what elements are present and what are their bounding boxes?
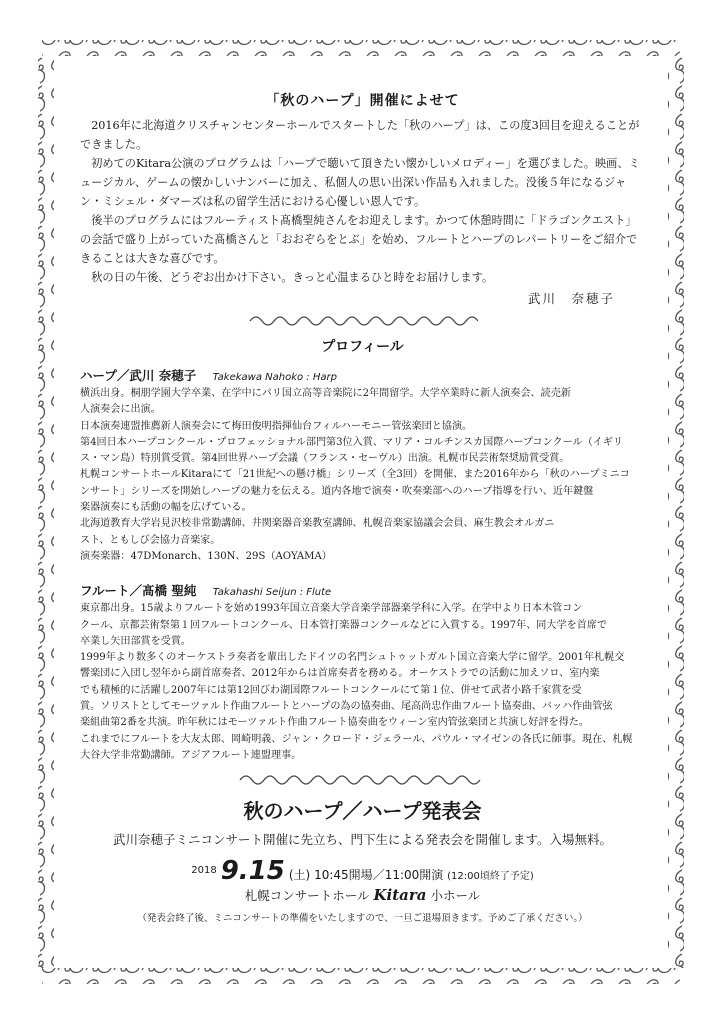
intro-paragraph: 秋の日の午後、どうぞお出かけ下さい。きっと心温まるひと時をお届けします。: [91, 271, 494, 284]
harp-bio-line: 札幌コンサートホールKitaraにて「21世紀への懸け橋」シリーズ（全3回）を開催、また2016年から「秋のハープミニコ: [80, 469, 630, 481]
profile-title: プロフィール: [321, 339, 404, 355]
event-title: 秋のハープ／ハープ発表会: [243, 799, 482, 824]
wave-divider: [80, 772, 645, 791]
harp-romaji: Takekawa Nahoko : Harp: [212, 372, 337, 383]
flute-bio-line: 楽組曲第2番を共演。昨年秋にはモーツァルト作曲フルート協奏曲をウィーン室内管弦楽団と共演し好評を得た。: [80, 717, 589, 729]
page-content: [80, 90, 645, 924]
harp-bio-line: 日本演奏連盟推薦新人演奏会にて梅田俊明指揮仙台フィルハーモニー管弦楽団と協演。: [80, 420, 473, 432]
harp-bio-line: 演奏楽器：47DMonarch、130N、29S（AOYAMA）: [80, 550, 332, 562]
flute-bio-line: クール、京都芸術祭第１回フルートコンクール、日本管打楽器コンクールなどに入賞する。1997年、同大学を首席で: [80, 619, 607, 631]
harp-profile: [80, 366, 645, 565]
flute-name: フルート／髙橋 聖純: [80, 583, 197, 599]
flute-bio-line: 響楽団に入団し翌年から副首席奏者、2012年からは首席奏者を務める。オーケストラでの活動に加えソロ、室内楽: [80, 668, 600, 680]
flute-heading: [80, 581, 645, 599]
harp-bio-line: 人演奏会に出演。: [80, 404, 161, 416]
flute-bio-line: でも積極的に活躍し2007年には第12回びわ湖国際フルートコンクールにて第１位、併せて武者小路千家賞を受: [80, 684, 582, 696]
event-time-separator: ／: [372, 868, 385, 883]
harp-bio-line: 横浜出身。桐朋学園大学卒業、在学中にパリ国立高等音楽院に2年間留学。大学卒業時に新人演奏会、読売新: [80, 388, 571, 399]
harp-bio-line: スト、ともしび会協力音楽家。: [80, 534, 221, 546]
venue-brand: Kitara: [373, 886, 427, 905]
harp-bio-line: ス・マン島）特別賞受賞。第4回世界ハープ会議（フランス・セーヴル）出演。札幌市民芸術祭奨励賞受賞。: [80, 453, 570, 465]
event-year: 2018: [191, 865, 217, 877]
intro-signature: 武川 奈穂子: [527, 291, 615, 306]
event-note: （発表会終了後、ミニコンサートの準備をいたしますので、一旦ご退場頂きます。予めご了承ください。）: [137, 913, 588, 925]
intro-paragraph: 後半のプログラムにはフルーティスト髙橋聖純さんをお迎えします。かつて休憩時間に「ドラゴンクエスト」の会話で盛り上がっていた髙橋さんと「おおぞらをとぶ」を始め、フルートとハープのレパートリーをご紹介できることは大きな喜びです。: [80, 214, 638, 265]
event-open-time: 10:45開場: [314, 868, 373, 883]
harp-bio-line: ンサート」シリーズを開始しハープの魅力を伝える。道内各地で演奏・吹奏楽部へのハープ指導を行い、近年鍵盤: [80, 485, 594, 497]
flute-bio-line: これまでにフルートを大友太郎、岡崎明義、ジャン・クロード・ジェラール、パウル・マイゼンの各氏に師事。現在、札幌: [80, 733, 633, 745]
harp-name: ハープ／武川 奈穂子: [80, 368, 197, 383]
event-date: 9.15: [220, 856, 285, 887]
harp-bio-line: 北海道教育大学岩見沢校非常勤講師、井関楽器音楽教室講師、札幌音楽家協議会会員、麻生教会オルガニ: [80, 518, 555, 530]
event-datetime: [80, 856, 645, 886]
flute-romaji: Takahashi Seijun : Flute: [212, 587, 332, 599]
flute-bio-line: 大谷大学非常勤講師。アジアフルート連盟理事。: [80, 749, 302, 761]
event-weekday: (土): [288, 868, 311, 883]
flute-bio-line: 東京都出身。15歳よりフルートを始め1993年国立音楽大学音楽学部器楽学科に入学。在学中より日本木管コン: [80, 603, 583, 615]
harp-heading: [80, 366, 645, 384]
venue-prefix: 札幌コンサートホール: [244, 888, 370, 904]
harp-bio-line: 楽器演奏にも活動の幅を広げている。: [80, 502, 252, 514]
event-venue: [80, 886, 645, 904]
intro-paragraph: 2016年に北海道クリスチャンセンターホールでスタートした「秋のハープ」は、この度3回目を迎えることができました。: [80, 119, 640, 151]
intro-paragraph: 初めてのKitara公演のプログラムは「ハープで聴いて頂きたい懐かしいメロディー」を選びました。映画、ミュージカル、ゲームの懐かしいナンバーに加え、私個人の思い出深い作品も入れました。没後５年になるジャン・ミシェル・ダマーズは私の留学生活における心優しい恩人です。: [80, 157, 640, 208]
event-end-note: (12:00頃終了予定): [447, 871, 534, 883]
intro-title: 「秋のハープ」開催によせて: [265, 93, 460, 109]
venue-suffix: 小ホール: [430, 888, 481, 904]
flute-bio-line: 1999年より数多くのオーケストラ奏者を輩出したドイツの名門シュトゥットガルト国立音楽大学に留学。2001年札幌交: [80, 652, 625, 664]
event-start-time: 11:00開演: [384, 868, 444, 883]
flute-bio-line: 賞。ソリストとしてモーツァルト作曲フルートとハープの為の協奏曲、尾高尚忠作曲フルート協奏曲、バッハ作曲管弦: [80, 701, 613, 713]
harp-bio-line: 第4回日本ハープコンクール・プロフェッショナル部門第3位入賞、マリア・コルチンスカ国際ハープコンクール（イギリ: [80, 436, 623, 448]
event-announcement: 武川奈穂子ミニコンサート開催に先立ち、門下生による発表会を開催します。入場無料。: [112, 832, 612, 848]
flute-profile: [80, 581, 645, 764]
wave-divider: [80, 313, 645, 332]
flute-bio-line: 卒業し矢田部賞を受賞。: [80, 635, 192, 647]
